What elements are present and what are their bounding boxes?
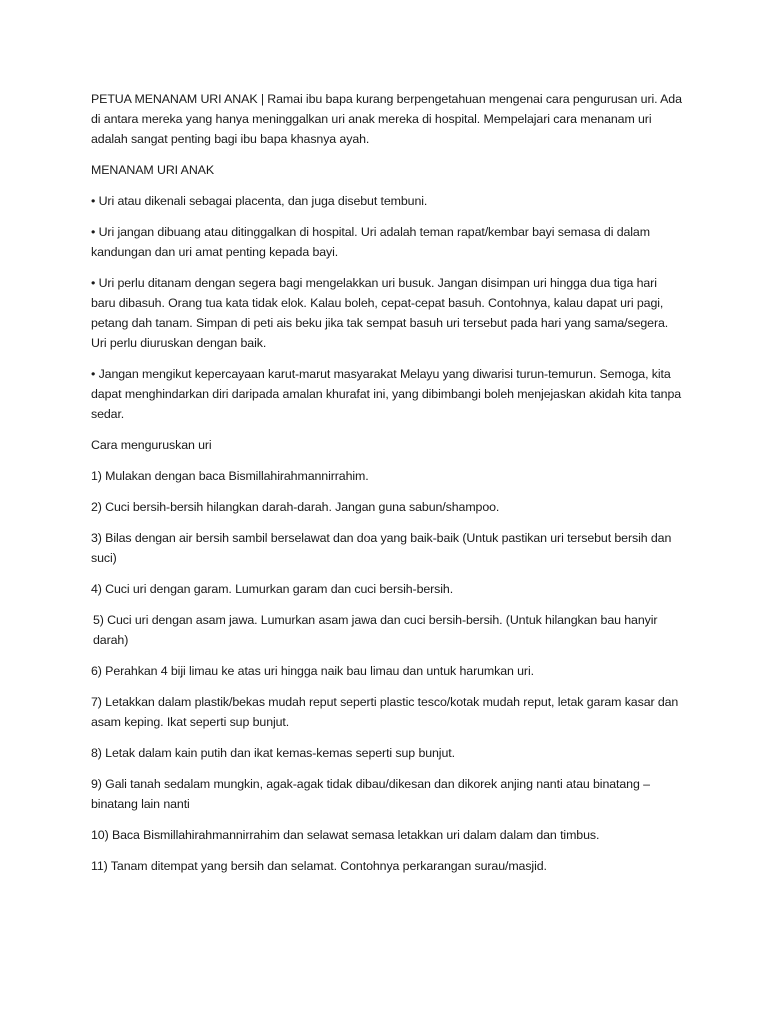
- subsection-heading: Cara menguruskan uri: [91, 438, 212, 452]
- bullet-item: • Uri atau dikenali sebagai placenta, dan juga disebut tembuni.: [91, 194, 428, 208]
- step-item: 7) Letakkan dalam plastik/bekas mudah reput seperti plastic tesco/kotak mudah reput, letak garam kasar dan asam keping. Ikat seperti sup bunjut.: [91, 695, 679, 729]
- step-item: 10) Baca Bismillahirahmannirrahim dan selawat semasa letakkan uri dalam dalam dan timbus.: [91, 828, 600, 842]
- step-item: 9) Gali tanah sedalam mungkin, agak-agak tidak dibau/dikesan dan dikorek anjing nanti atau binatang – binatang lain nanti: [91, 777, 650, 811]
- step-item: 5) Cuci uri dengan asam jawa. Lumurkan asam jawa dan cuci bersih-bersih. (Untuk hilangkan bau hanyir darah): [93, 613, 658, 647]
- bullet-item: • Uri jangan dibuang atau ditinggalkan di hospital. Uri adalah teman rapat/kembar bayi semasa di dalam kandungan dan uri amat penting kepada bayi.: [91, 225, 650, 259]
- step-item: 1) Mulakan dengan baca Bismillahirahmannirrahim.: [91, 469, 369, 483]
- intro-paragraph: PETUA MENANAM URI ANAK | Ramai ibu bapa kurang berpengetahuan mengenai cara pengurusan uri. Ada di antara mereka yang hanya meninggalkan uri anak mereka di hospital. Mempelajari cara menanam uri adalah sangat penting bagi ibu bapa khasnya ayah.: [91, 92, 682, 146]
- bullet-item: • Jangan mengikut kepercayaan karut-marut masyarakat Melayu yang diwarisi turun-temurun. Semoga, kita dapat menghindarkan diri daripada amalan khurafat ini, yang dibimbangi boleh menjejaskan akidah kita tanpa sedar.: [91, 367, 682, 421]
- section-heading: MENANAM URI ANAK: [91, 163, 215, 177]
- document-page: [91, 89, 683, 887]
- step-item: 4) Cuci uri dengan garam. Lumurkan garam dan cuci bersih-bersih.: [91, 582, 454, 596]
- bullet-item: • Uri perlu ditanam dengan segera bagi mengelakkan uri busuk. Jangan disimpan uri hingga dua tiga hari baru dibasuh. Orang tua kata tidak elok. Kalau boleh, cepat-cepat basuh. Contohnya, kalau dapat uri pagi, petang dah tanam. Simpan di peti ais beku jika tak sempat basuh uri tersebut pada hari yang sama/segera. Uri perlu diuruskan dengan baik.: [91, 276, 669, 350]
- step-item: 3) Bilas dengan air bersih sambil berselawat dan doa yang baik-baik (Untuk pastikan uri tersebut bersih dan suci): [91, 531, 672, 565]
- step-item: 6) Perahkan 4 biji limau ke atas uri hingga naik bau limau dan untuk harumkan uri.: [91, 664, 534, 678]
- step-item: 8) Letak dalam kain putih dan ikat kemas-kemas seperti sup bunjut.: [91, 746, 455, 760]
- step-item: 2) Cuci bersih-bersih hilangkan darah-darah. Jangan guna sabun/shampoo.: [91, 500, 500, 514]
- step-item: 11) Tanam ditempat yang bersih dan selamat. Contohnya perkarangan surau/masjid.: [91, 859, 547, 873]
